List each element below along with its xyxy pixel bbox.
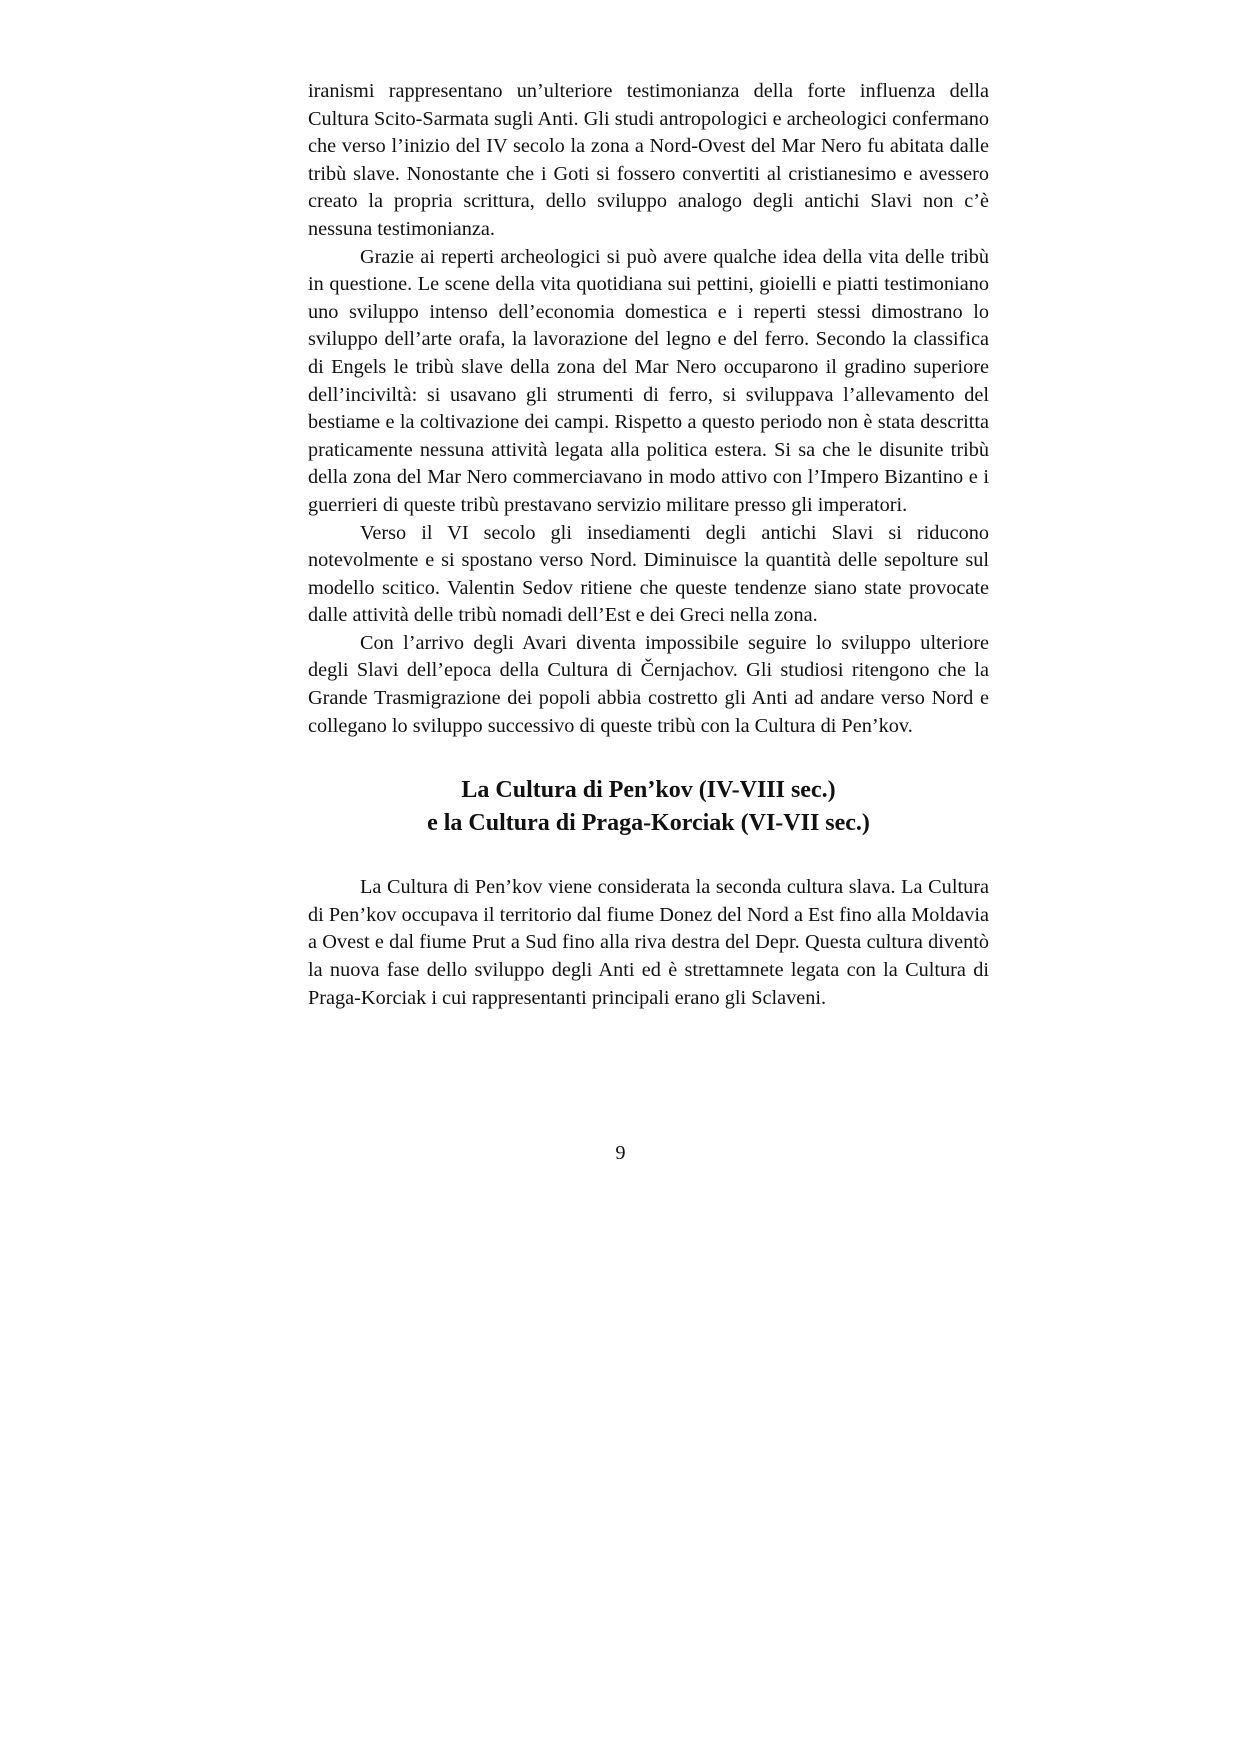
paragraph-continuation: iranismi rappresentano un’ulteriore testimonianza della forte influenza della Cultura Scito-Sarmata sugli Anti. Gli studi antropologici e archeologici confermano che verso l’inizio del IV secolo la zona a Nord-Ovest del Mar Nero fu abitata dalle tribù slave. Nonostante che i Goti si fossero convertiti al cristianesimo e avessero creato la propria scrittura, dello sviluppo analogo degli antichi Slavi non c’è nessuna testimonianza. (308, 80, 989, 240)
section-heading-line-1: La Cultura di Pen’kov (IV-VIII sec.) (461, 777, 836, 804)
paragraph-avars-arrival: Con l’arrivo degli Avari diventa impossibile seguire lo sviluppo ulteriore degli Slavi dell’epoca della Cultura di Černjachov. Gli studiosi ritengono che la Grande Trasmigrazione dei popoli abbia costretto gli Anti ad andare verso Nord e collegano lo sviluppo successivo di queste tribù con la Cultura di Pen’kov. (308, 631, 989, 737)
section-heading (308, 774, 989, 840)
paragraph-penkov-culture: La Cultura di Pen’kov viene considerata la seconda cultura slava. La Cultura di Pen’kov occupava il territorio dal fiume Donez del Nord a Est fino alla Moldavia a Ovest e dal fiume Prut a Sud fino alla riva destra del Depr. Questa cultura diventò la nuova fase dello sviluppo degli Anti ed è strettamnete legata con la Cultura di Praga-Korciak i cui rappresentanti principali erano gli Sclaveni. (308, 876, 989, 1009)
paragraph-sixth-century: Verso il VI secolo gli insediamenti degli antichi Slavi si riducono notevolmente e si spostano verso Nord. Diminuisce la quantità delle sepolture sul modello scitico. Valentin Sedov ritiene che queste tendenze siano state provocate dalle attività delle tribù nomadi dell’Est e dei Greci nella zona. (308, 521, 989, 627)
section-heading-line-2: e la Cultura di Praga-Korciak (VI-VII sec.) (427, 810, 870, 837)
paragraph-archaeological-finds: Grazie ai reperti archeologici si può avere qualche idea della vita delle tribù in questione. Le scene della vita quotidiana sui pettini, gioielli e piatti testimoniano uno sviluppo intenso dell’economia domestica e i reperti stessi dimostrano lo sviluppo dell’arte orafa, la lavorazione del legno e del ferro. Secondo la classifica di Engels le tribù slave della zona del Mar Nero occuparono il gradino superiore dell’inciviltà: si usavano gli strumenti di ferro, si sviluppava l’allevamento del bestiame e la coltivazione dei campi. Rispetto a questo periodo non è stata descritta praticamente nessuna attività legata alla politica estera. Si sa che le disunite tribù della zona del Mar Nero commerciavano in modo attivo con l’Impero Bizantino e i guerrieri di queste tribù prestavano servizio militare presso gli imperatori. (308, 245, 989, 516)
page-body (308, 78, 989, 1012)
page-number: 9 (615, 1142, 626, 1164)
